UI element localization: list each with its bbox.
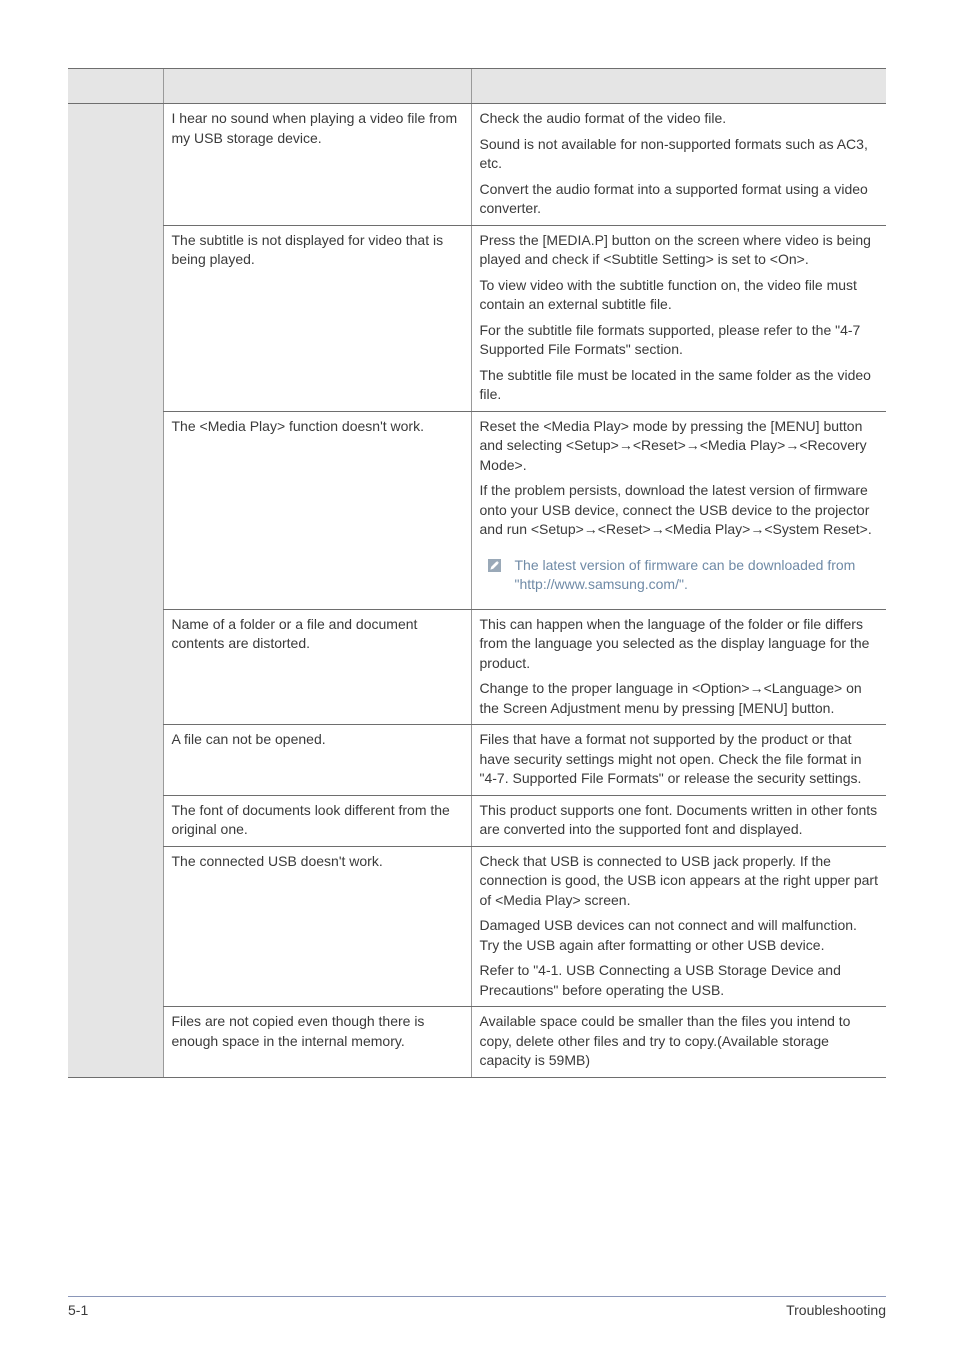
solution-cell <box>471 1007 886 1078</box>
solution-text: Damaged USB devices can not connect and will malfunction. Try the USB again after formatting or other USB device. <box>479 917 857 953</box>
header-problem <box>163 69 471 104</box>
solution-text: Check the audio format of the video file. <box>479 110 727 126</box>
table-row <box>68 1007 886 1078</box>
troubleshooting-document <box>68 68 886 1078</box>
solution-text: Change to the proper language in <Option>→<Language> on the Screen Adjustment menu by pressing [MENU] button. <box>479 680 862 716</box>
solution-text: For the subtitle file formats supported, please refer to the "4-7 Supported File Formats" section. <box>479 321 861 357</box>
solution-text: Reset the <Media Play> mode by pressing the [MENU] button and selecting <Setup>→<Reset>→<Media Play>→<Recovery Mode>. <box>479 417 867 473</box>
solution-text: The subtitle file must be located in the same folder as the video file. <box>479 366 871 402</box>
solution-cell <box>471 225 886 411</box>
table-body <box>68 104 886 1078</box>
firmware-note <box>480 556 879 595</box>
solution-text: Press the [MEDIA.P] button on the screen where video is being played and check if <Subtitle Setting> is set to <On>. <box>479 231 871 267</box>
solution-text: Refer to "4-1. USB Connecting a USB Storage Device and Precautions" before operating the USB. <box>479 962 841 998</box>
problem-cell: The connected USB doesn't work. <box>163 846 471 1007</box>
header-category <box>68 69 163 104</box>
solution-text: Available space could be smaller than the files you intend to copy, delete other files and try to copy.(Available storage capacity is 59MB) <box>479 1013 851 1068</box>
solution-text: Files that have a format not supported by the product or that have security settings might not open. Check the file format in "4-7. Supported File Formats" or release the security settings. <box>479 731 862 786</box>
problem-cell: Name of a folder or a file and document contents are distorted. <box>163 609 471 725</box>
solution-text: This can happen when the language of the folder or file differs from the language you selected as the display language for the product. <box>479 615 870 671</box>
table-row <box>68 725 886 796</box>
solution-text: Convert the audio format into a supported format using a video converter. <box>479 180 868 216</box>
solution-text: Sound is not available for non-supported formats such as AC3, etc. <box>479 135 868 171</box>
header-solution <box>471 69 886 104</box>
solution-cell <box>471 725 886 796</box>
table-row <box>68 609 886 725</box>
table-row <box>68 846 886 1007</box>
solution-cell <box>471 795 886 846</box>
table-row <box>68 795 886 846</box>
troubleshooting-table <box>68 68 886 1078</box>
page-number: 5-1 <box>68 1302 89 1318</box>
solution-cell <box>471 411 886 609</box>
problem-cell: A file can not be opened. <box>163 725 471 796</box>
page-footer <box>68 1296 886 1318</box>
solution-cell <box>471 609 886 725</box>
solution-text: Check that USB is connected to USB jack properly. If the connection is good, the USB icon appears at the right upper part of <Media Play> screen. <box>479 852 878 908</box>
solution-text: To view video with the subtitle function on, the video file must contain an external subtitle file. <box>479 276 857 312</box>
solution-cell <box>471 104 886 226</box>
problem-cell: Files are not copied even though there is enough space in the internal memory. <box>163 1007 471 1078</box>
solution-text: This product supports one font. Documents written in other fonts are converted into the supported font and displayed. <box>479 801 878 837</box>
problem-cell: I hear no sound when playing a video file from my USB storage device. <box>163 104 471 226</box>
note-pencil-icon <box>488 559 501 572</box>
problem-cell: The font of documents look different from the original one. <box>163 795 471 846</box>
table-row <box>68 411 886 609</box>
table-header <box>68 69 886 104</box>
problem-cell: The subtitle is not displayed for video that is being played. <box>163 225 471 411</box>
category-cell <box>68 104 163 1078</box>
problem-cell: The <Media Play> function doesn't work. <box>163 411 471 609</box>
solution-text: If the problem persists, download the latest version of firmware onto your USB device, connect the USB device to the projector and run <Setup>→<Reset>→<Media Play>→<System Reset>. <box>479 482 872 537</box>
table-row <box>68 104 886 226</box>
solution-cell <box>471 846 886 1007</box>
section-title: Troubleshooting <box>786 1302 886 1318</box>
note-text: The latest version of firmware can be downloaded from "http://www.samsung.com/". <box>514 556 856 592</box>
table-row <box>68 225 886 411</box>
